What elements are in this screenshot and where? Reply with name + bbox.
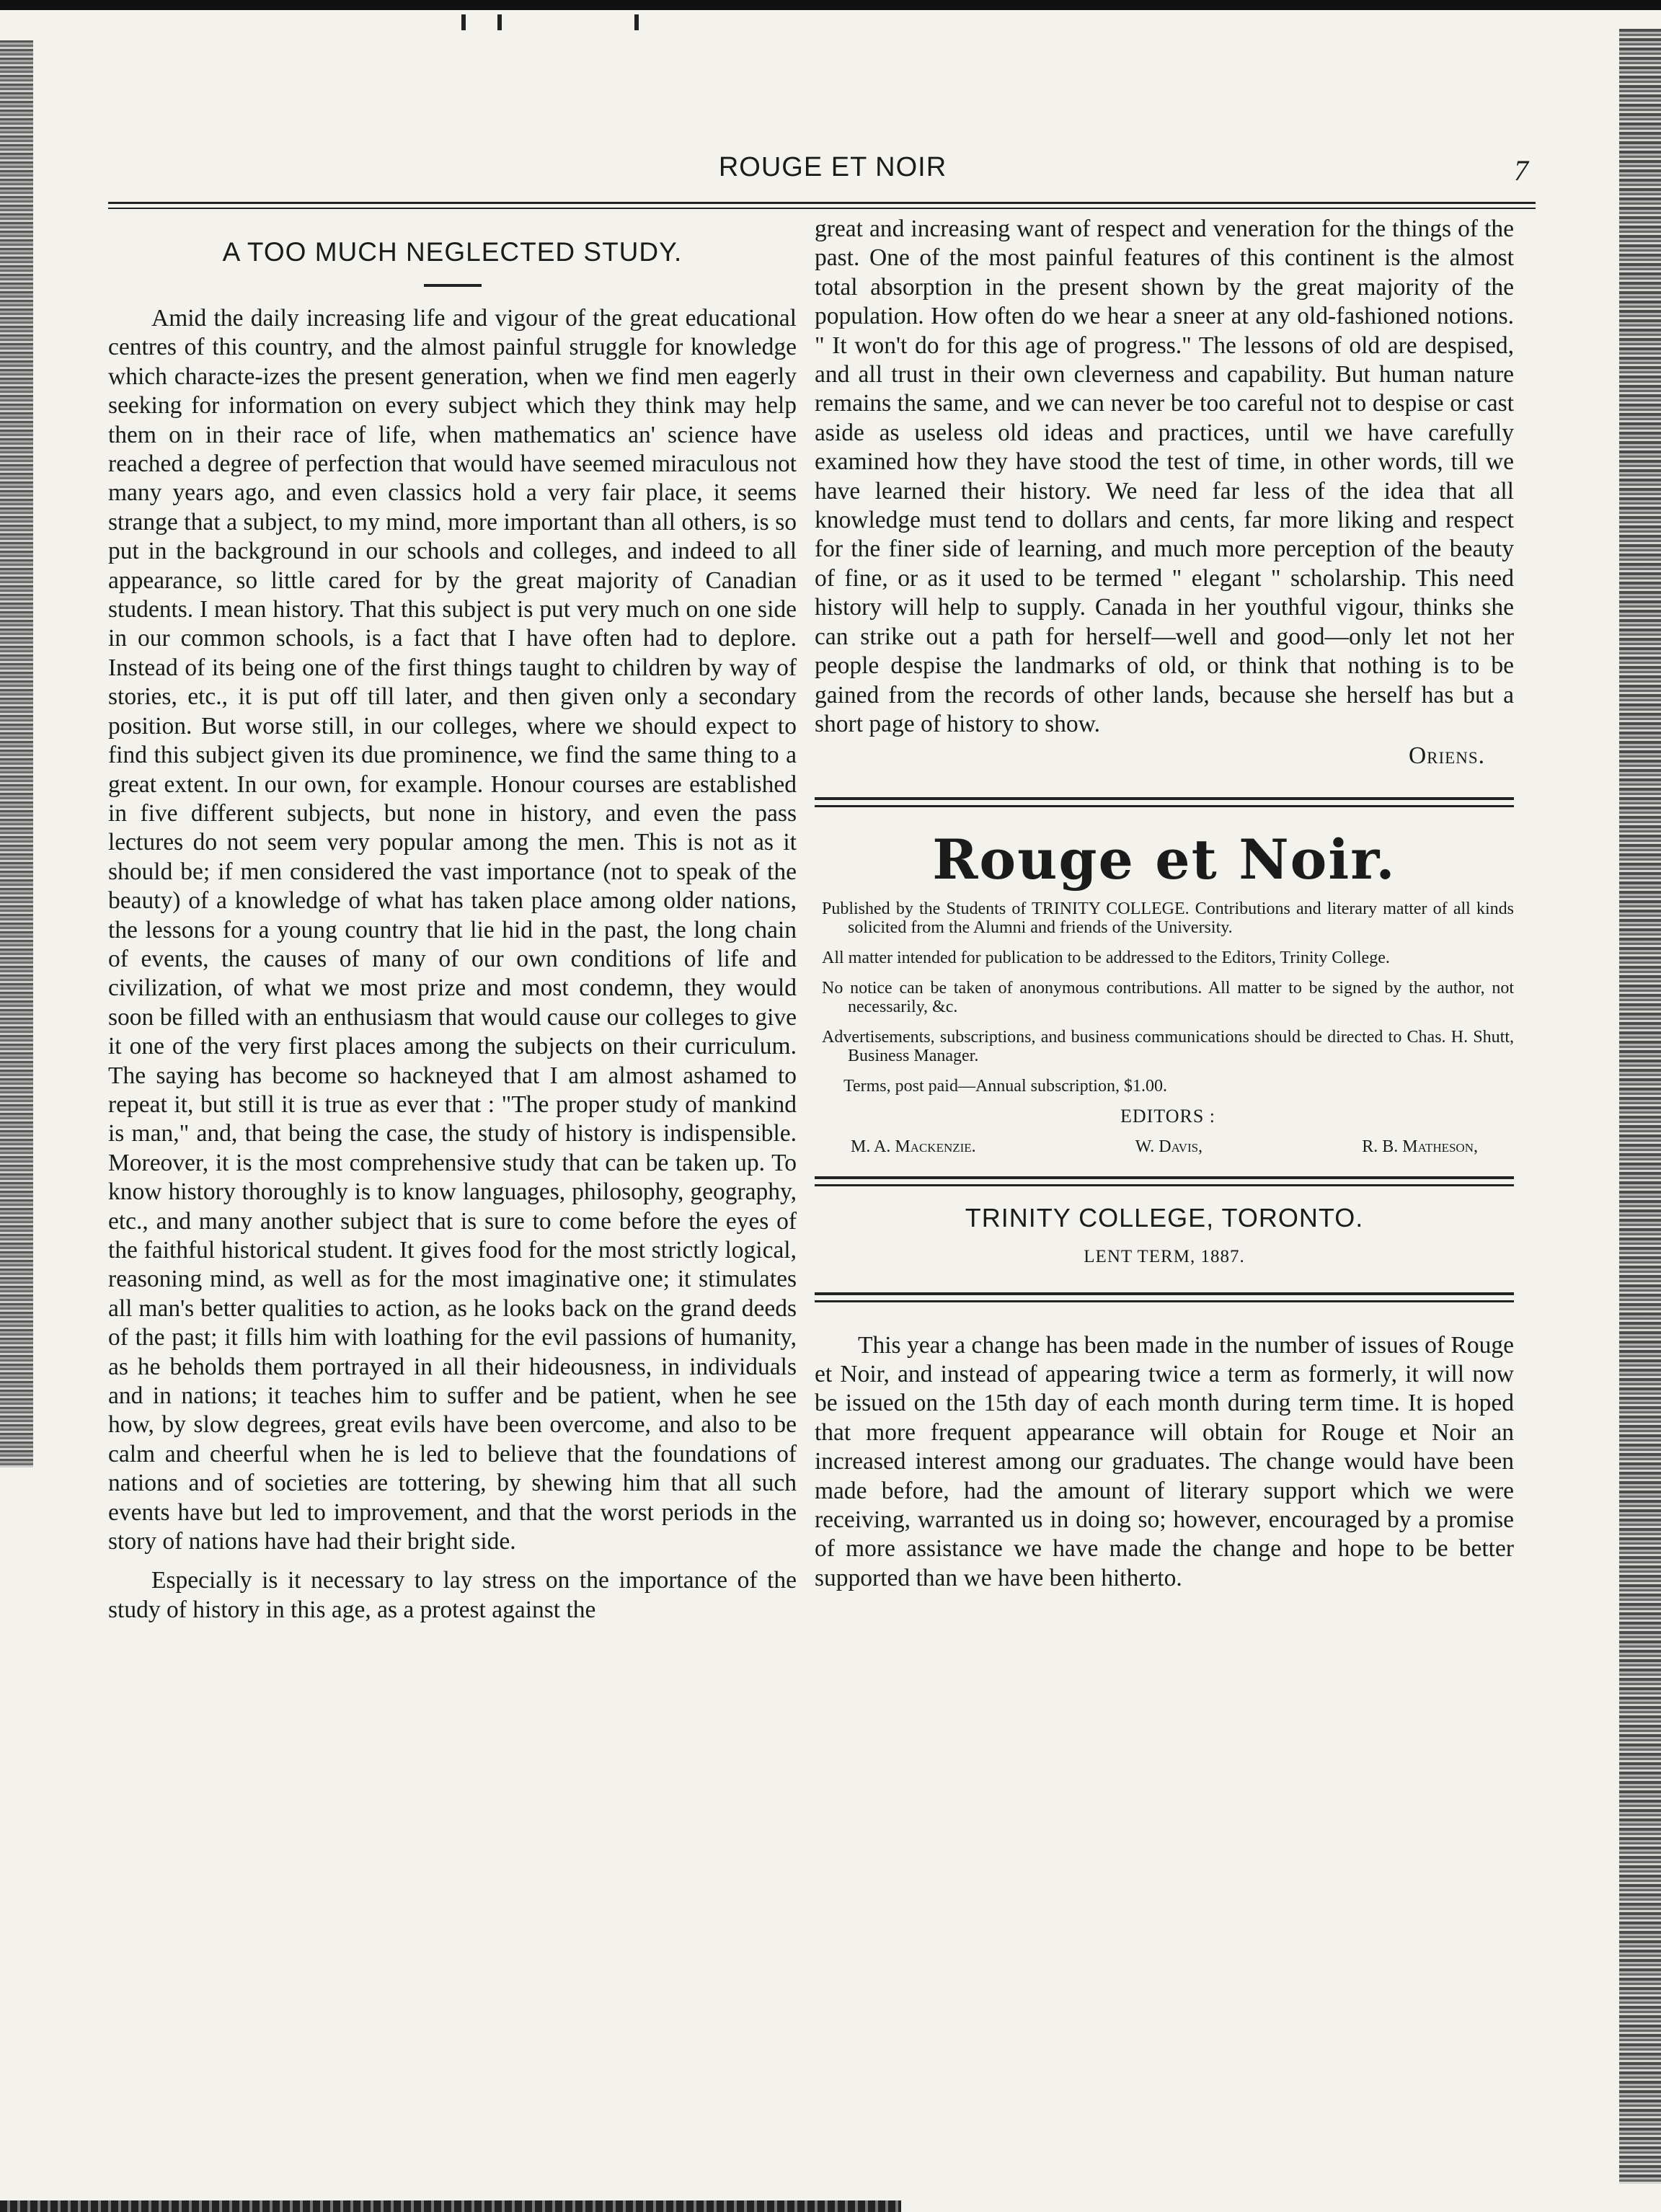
- left-column: [108, 215, 797, 1625]
- scan-border-top: [0, 0, 1661, 40]
- dateline-college: TRINITY COLLEGE, TORONTO.: [965, 1202, 1364, 1232]
- masthead-notices: [815, 900, 1514, 1156]
- scan-border-right: [1619, 29, 1661, 2184]
- scan-mark: [461, 14, 466, 30]
- scan-border-left: [0, 40, 33, 1467]
- subscription-terms: Terms, post paid—Annual subscription, $1.00.: [843, 1076, 1167, 1096]
- masthead-title: Rouge et Noir.: [932, 827, 1396, 892]
- header-rule: [108, 202, 1536, 209]
- running-title: ROUGE ET NOIR: [718, 152, 947, 182]
- section-rule: [815, 1292, 1514, 1302]
- editor-name: W. Davis,: [1135, 1137, 1203, 1156]
- notice-paragraph: All matter intended for publication to be addressed to the Editors, Trinity College.: [822, 948, 1390, 967]
- title-dash: [424, 284, 482, 287]
- editor-name: M. A. Mackenzie.: [851, 1137, 976, 1156]
- scan-mark: [497, 14, 502, 30]
- dateline-term: LENT TERM, 1887.: [1084, 1247, 1245, 1267]
- article-paragraph: Amid the daily increasing life and vigour of the great educational centres of this country, and the almost painful struggle for knowledge which characte-izes the present generation, when we find men eagerly seeking for information on every subject which they think may help them on in their race of life, when mathematics an' science have reached a degree of perfection that would have seemed miraculous not many years ago, and even classics hold a very fair place, it seems strange that a subject, to my mind, more important than all others, is so put in the background in our schools and colleges, and indeed to all appearance, so little cared for by the great majority of Canadian students. I mean history. That this subject is put very much on one side in our common schools, is a fact that I have often had to deplore. Instead of its being one of the first things taught to children by way of stories, etc., it is put off till later, and then given only a secondary position. But worse still, in our colleges, where we should expect to find this subject given its due prominence, we find the same thing to a great extent. In our own, for example. Honour courses are established in five different subjects, but none in history, and even the pass lectures do not seem very popular among the men. This is not as it should be; if men considered the vast importance (not to speak of the beauty) of a knowledge of what has taken place among older nations, the lessons for a young country that lie hid in the past, the long chain of events, the causes of many of our own conditions of life and civilization, of what we most prize and most condemn, they would soon be filled with an enthusiasm that would cause our colleges to give it one of the very first places among the subjects on their curriculum. The saying has become so hackneyed that I am almost ashamed to repeat it, but still it is true as ever that : "The proper study of mankind is man," and, that being the case, the study of history is indispensible. Moreover, it is the most comprehensive study that can be taken up. To know history thoroughly is to know languages, philosophy, geography, etc., and many another subject that is sure to come before the eyes of the faithful historical student. It gives food for the most strictly logical, reasoning mind, as well as for the most imaginative one; it stimulates all man's better qualities to action, as he looks back on the grand deeds of the past; it fills him with loathing for the evil passions of humanity, as he beholds them portrayed in all their hideousness, in individuals and in nations; it teaches him to suffer and be patient, when he see how, by slow degrees, great evils have been overcome, and also to be calm and cheerful when he is led to believe that the foundations of nations and of societies are tottering, by shewing him that all such events have but led to improvement, and that the worst periods in the story of nations have had their bright side.: [108, 305, 797, 1555]
- scan-border-bottom: [0, 2200, 901, 2212]
- notice-paragraph: Advertisements, subscriptions, and business communications should be directed to Chas. H. Shutt, Business Manager.: [822, 1027, 1514, 1065]
- section-rule: [815, 1176, 1514, 1186]
- article-title: A TOO MUCH NEGLECTED STUDY.: [222, 237, 683, 267]
- page-number: 7: [1514, 154, 1528, 187]
- editors-heading: EDITORS :: [1120, 1105, 1216, 1127]
- editorial-paragraph: This year a change has been made in the number of issues of Rouge et Noir, and instead of appearing twice a term as formerly, it will now be issued on the 15th day of each month during term time. It is hoped that more frequent appearance will obtain for Rouge et Noir an increased interest among our graduates. The change would have been made before, had the amount of literary support which we were receiving, warranted us in doing so; however, encouraged by a promise of more assistance we have made the change and hope to be better supported than we have been hitherto.: [815, 1331, 1514, 1591]
- right-column: [815, 215, 1514, 1593]
- article-paragraph-continued: great and increasing want of respect and veneration for the things of the past. One of the most painful features of this continent is the almost total absorption in the present shown by the great majority of the population. How often do we hear a sneer at any old-fashioned notions. " It won't do for this age of progress." The lessons of old are despised, and all trust in their own cleverness and capability. But human nature remains the same, and we can never be too careful not to despise or cast aside as useless old ideas and practices, until we have carefully examined how they have stood the test of time, in other words, till we have learned their history. We need far less of the idea that all knowledge must tend to dollars and cents, far more liking and respect for the finer side of learning, and much more perception of the beauty of fine, or as it used to be termed " elegant " scholarship. This need history will help to supply. Canada in her youthful vigour, thinks she can strike out a path for herself—well and good—only let not her people despise the landmarks of old, or think that nothing is to be gained from the records of other lands, because she herself has but a short page of history to show.: [815, 216, 1514, 737]
- editor-name: R. B. Matheson,: [1362, 1137, 1478, 1156]
- editors-list: [822, 1137, 1514, 1156]
- article-signature: Oriens.: [1408, 742, 1485, 770]
- notice-paragraph: No notice can be taken of anonymous contributions. All matter to be signed by the author, not necessarily, &c.: [822, 978, 1514, 1016]
- section-rule: [815, 797, 1514, 807]
- article-paragraph: Especially is it necessary to lay stress on the importance of the study of history in this age, as a protest against the: [108, 1567, 797, 1623]
- scan-mark: [634, 14, 639, 30]
- running-header: [108, 148, 1557, 191]
- notice-paragraph: Published by the Students of TRINITY COLLEGE. Contributions and literary matter of all kinds solicited from the Alumni and friends of the University.: [822, 899, 1514, 937]
